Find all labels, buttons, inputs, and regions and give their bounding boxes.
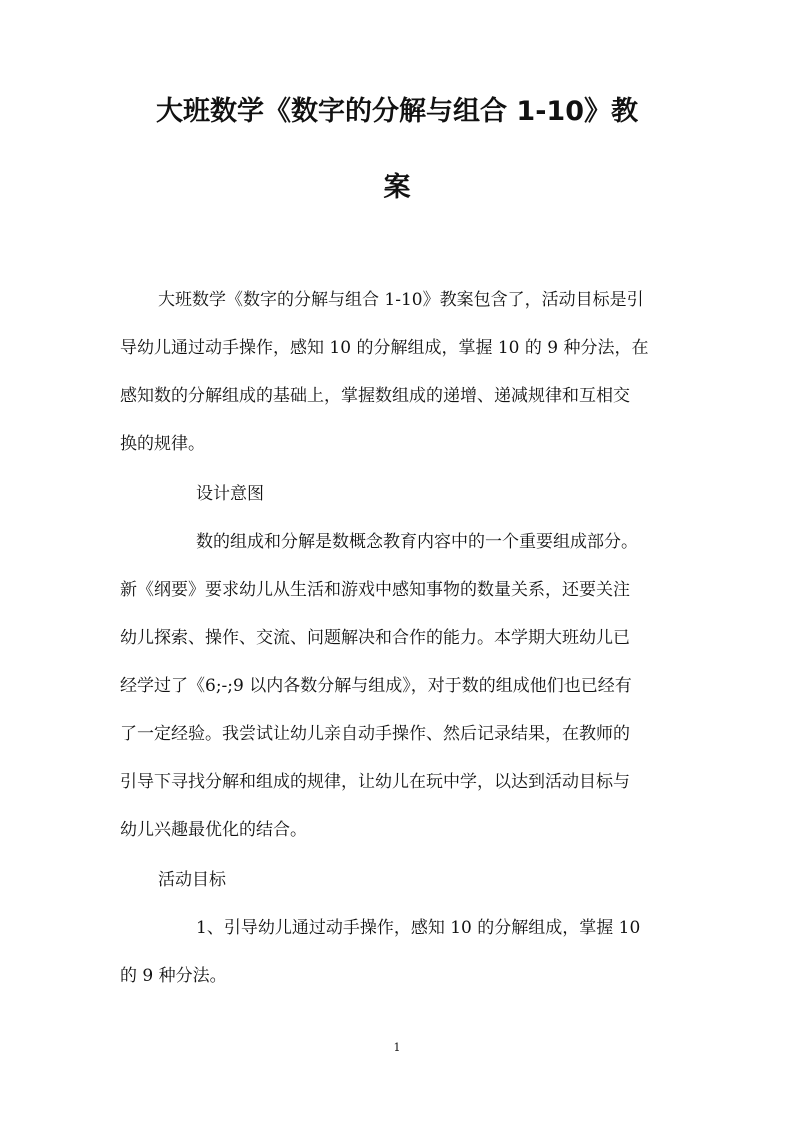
body-line: 了一定经验。我尝试让幼儿亲自动手操作、然后记录结果，在教师的 [120,724,630,744]
body-line: 换的规律。 [120,434,205,454]
body-line: 幼儿兴趣最优化的结合。 [120,820,307,840]
body-line: 1、引导幼儿通过动手操作，感知 10 的分解组成，掌握 10 [196,918,641,938]
body-line: 幼儿探索、操作、交流、问题解决和合作的能力。本学期大班幼儿已 [120,628,630,648]
section-heading-design-intent: 设计意图 [196,484,264,504]
page-number: 1 [393,1041,401,1054]
section-heading-activity-goals: 活动目标 [158,870,226,890]
body-line: 大班数学《数字的分解与组合 1-10》教案包含了，活动目标是引 [158,290,644,310]
body-line: 的 9 种分法。 [120,966,227,986]
body-line: 感知数的分解组成的基础上，掌握数组成的递增、递减规律和互相交 [120,386,630,406]
body-line: 数的组成和分解是数概念教育内容中的一个重要组成部分。 [196,532,638,552]
document-title-line-1: 大班数学《数字的分解与组合 1-10》教 [156,96,638,127]
document-title-line-2: 案 [383,172,411,203]
body-line: 新《纲要》要求幼儿从生活和游戏中感知事物的数量关系，还要关注 [120,580,630,600]
body-line: 经学过了《6;-;9 以内各数分解与组成》，对于数的组成他们也已经有 [120,676,632,696]
body-line: 引导下寻找分解和组成的规律，让幼儿在玩中学，以达到活动目标与 [120,772,630,792]
body-line: 导幼儿通过动手操作，感知 10 的分解组成，掌握 10 的 9 种分法，在 [120,338,649,358]
